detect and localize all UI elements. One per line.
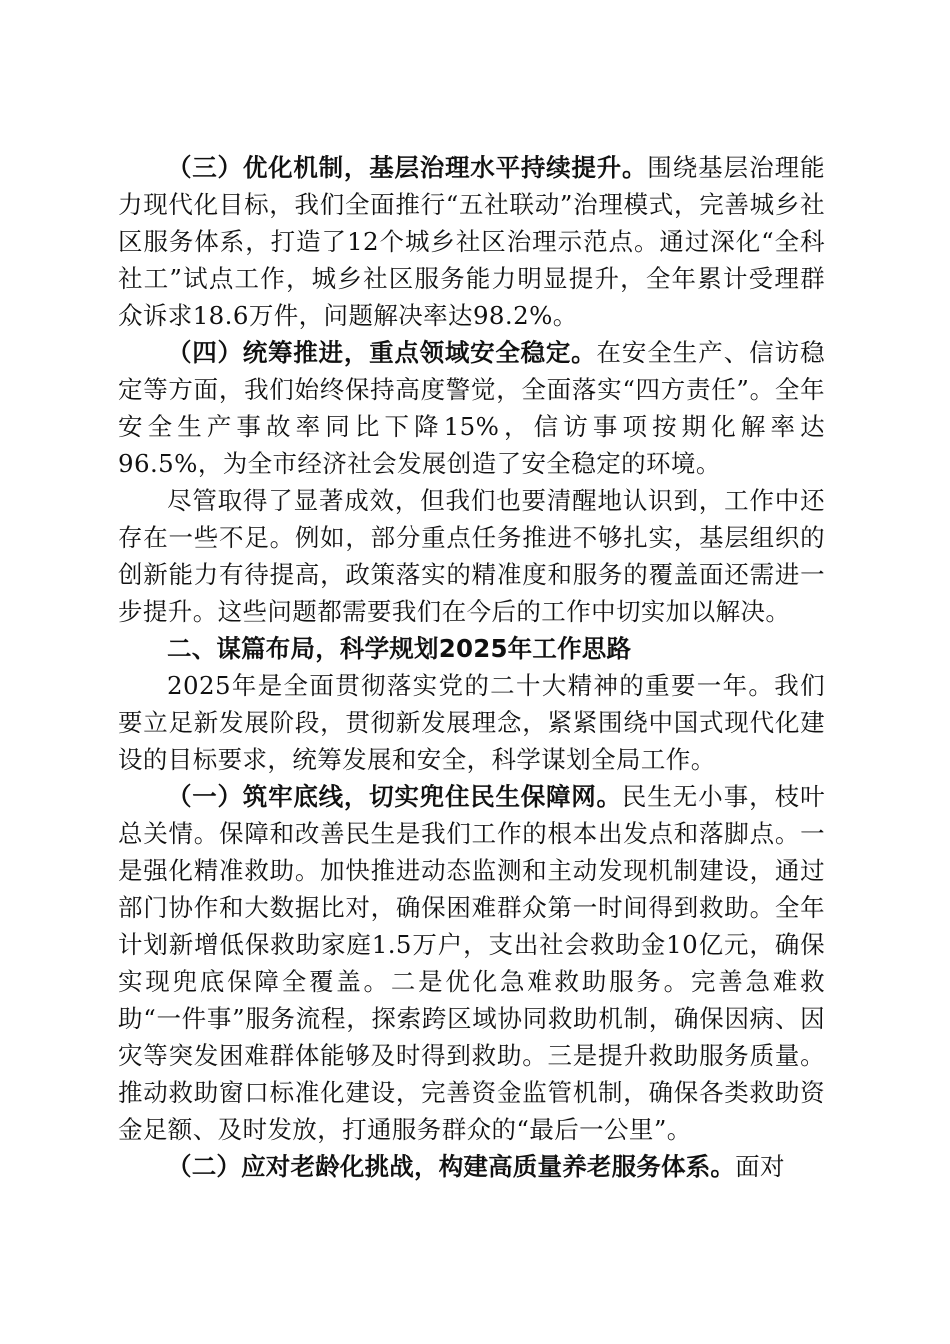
paragraph-lead: （四）统筹推进，重点领域安全稳定。: [167, 338, 597, 367]
paragraph-basic-governance: [118, 149, 825, 334]
paragraph-text: 面对: [735, 1152, 785, 1181]
paragraph-shortcomings: [118, 482, 825, 630]
paragraph-2025-overview: [118, 667, 825, 778]
paragraph-livelihood-security: [118, 778, 825, 1148]
paragraph-safety-stability: [118, 334, 825, 482]
section-heading: 二、谋篇布局，科学规划2025年工作思路: [167, 634, 632, 663]
paragraph-lead: （二）应对老龄化挑战，构建高质量养老服务体系。: [167, 1152, 736, 1181]
paragraph-lead: （三）优化机制，基层治理水平持续提升。: [167, 153, 648, 182]
paragraph-text: 2025年是全面贯彻落实党的二十大精神的重要一年。我们要立足新发展阶段，贯彻新发展理念，紧紧围绕中国式现代化建设的目标要求，统筹发展和安全，科学谋划全局工作。: [118, 671, 825, 774]
paragraph-lead: （一）筑牢底线，切实兜住民生保障网。: [167, 782, 622, 811]
document-body: [118, 149, 825, 1185]
paragraph-elderly-care: [118, 1148, 825, 1185]
paragraph-text: 围绕基层治理能力现代化目标，我们全面推行“五社联动”治理模式，完善城乡社区服务体系，打造了12个城乡社区治理示范点。通过深化“全科社工”试点工作，城乡社区服务能力明显提升，全年累计受理群众诉求18.6万件，问题解决率达98.2%。: [118, 153, 825, 330]
paragraph-text: 民生无小事，枝叶总关情。保障和改善民生是我们工作的根本出发点和落脚点。一是强化精准救助。加快推进动态监测和主动发现机制建设，通过部门协作和大数据比对，确保困难群众第一时间得到救助。全年计划新增低保救助家庭1.5万户，支出社会救助金10亿元，确保实现兜底保障全覆盖。二是优化急难救助服务。完善急难救助“一件事”服务流程，探索跨区域协同救助机制，确保因病、因灾等突发困难群体能够及时得到救助。三是提升救助服务质量。推动救助窗口标准化建设，完善资金监管机制，确保各类救助资金足额、及时发放，打通服务群众的“最后一公里”。: [118, 782, 825, 1144]
paragraph-text: 尽管取得了显著成效，但我们也要清醒地认识到，工作中还存在一些不足。例如，部分重点任务推进不够扎实，基层组织的创新能力有待提高，政策落实的精准度和服务的覆盖面还需进一步提升。这些问题都需要我们在今后的工作中切实加以解决。: [118, 486, 825, 626]
paragraph-text: 在安全生产、信访稳定等方面，我们始终保持高度警觉，全面落实“四方责任”。全年安全生产事故率同比下降15%，信访事项按期化解率达96.5%，为全市经济社会发展创造了安全稳定的环境。: [118, 338, 825, 478]
